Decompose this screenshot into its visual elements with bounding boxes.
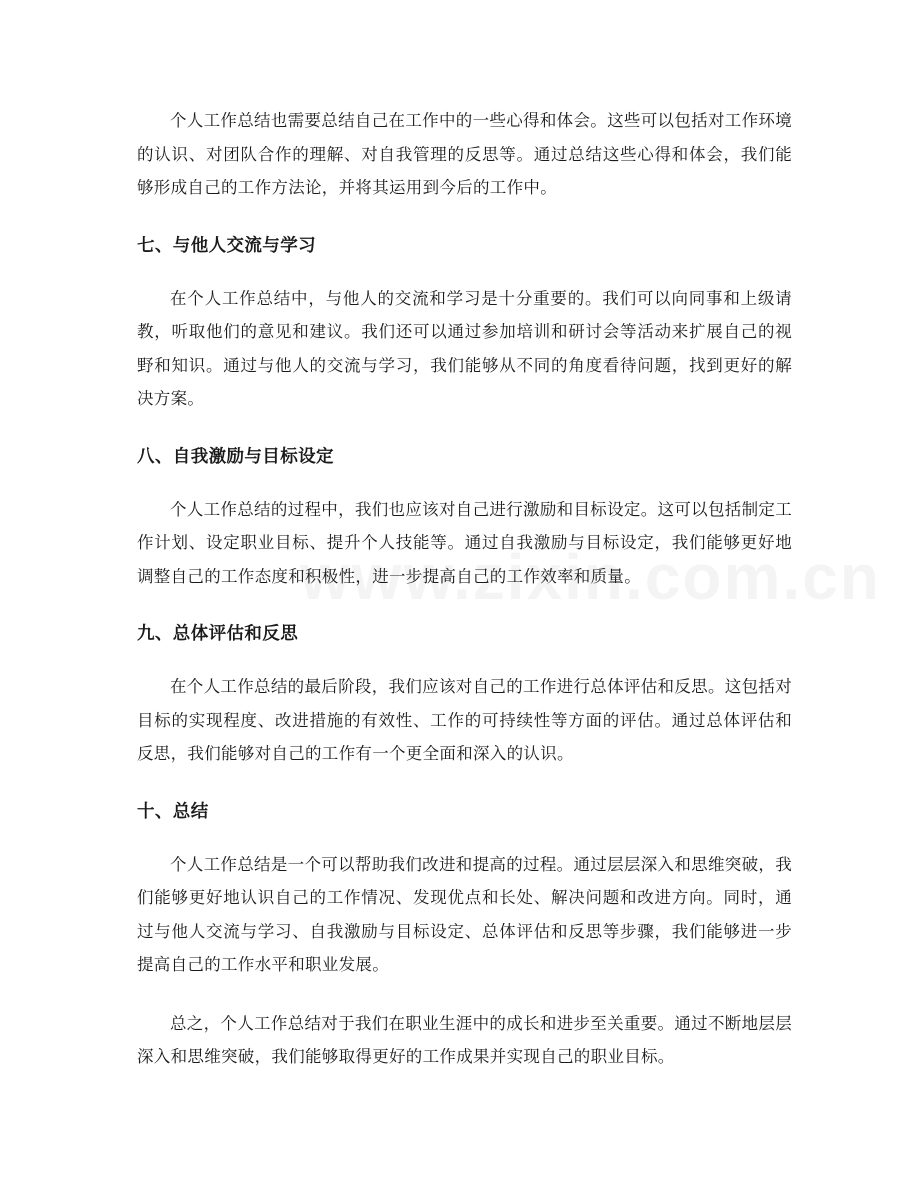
section-7-paragraph: 在个人工作总结中，与他人的交流和学习是十分重要的。我们可以向同事和上级请教，听取他们的意见和建议。我们还可以通过参加培训和研讨会等活动来扩展自己的视野和知识。通过与他人的交流与学习，我们能够从不同的角度看待问题，找到更好的解决方案。 (137, 288, 792, 408)
section-heading-8: 八、自我激励与目标设定 (137, 446, 334, 467)
section-10-paragraph-1: 个人工作总结是一个可以帮助我们改进和提高的过程。通过层层深入和思维突破，我们能够更好地认识自己的工作情况、发现优点和长处、解决问题和改进方向。同时，通过与他人交流与学习、自我激励与目标设定、总体评估和反思等步骤，我们能够进一步提高自己的工作水平和职业发展。 (137, 854, 792, 974)
intro-paragraph: 个人工作总结也需要总结自己在工作中的一些心得和体会。这些可以包括对工作环境的认识、对团队合作的理解、对自我管理的反思等。通过总结这些心得和体会，我们能够形成自己的工作方法论，并将其运用到今后的工作中。 (137, 111, 792, 197)
section-9-paragraph: 在个人工作总结的最后阶段，我们应该对自己的工作进行总体评估和反思。这包括对目标的实现程度、改进措施的有效性、工作的可持续性等方面的评估。通过总体评估和反思，我们能够对自己的工作有一个更全面和深入的认识。 (137, 677, 792, 763)
section-heading-10: 十、总结 (137, 801, 209, 822)
section-8-paragraph: 个人工作总结的过程中，我们也应该对自己进行激励和目标设定。这可以包括制定工作计划、设定职业目标、提升个人技能等。通过自我激励与目标设定，我们能够更好地调整自己的工作态度和积极性，进一步提高自己的工作效率和质量。 (137, 499, 792, 586)
document-body (137, 104, 792, 1074)
section-10-paragraph-2: 总之，个人工作总结对于我们在职业生涯中的成长和进步至关重要。通过不断地层层深入和思维突破，我们能够取得更好的工作成果并实现自己的职业目标。 (137, 1013, 792, 1066)
section-heading-7: 七、与他人交流与学习 (137, 235, 316, 256)
section-heading-9: 九、总体评估和反思 (137, 624, 299, 644)
